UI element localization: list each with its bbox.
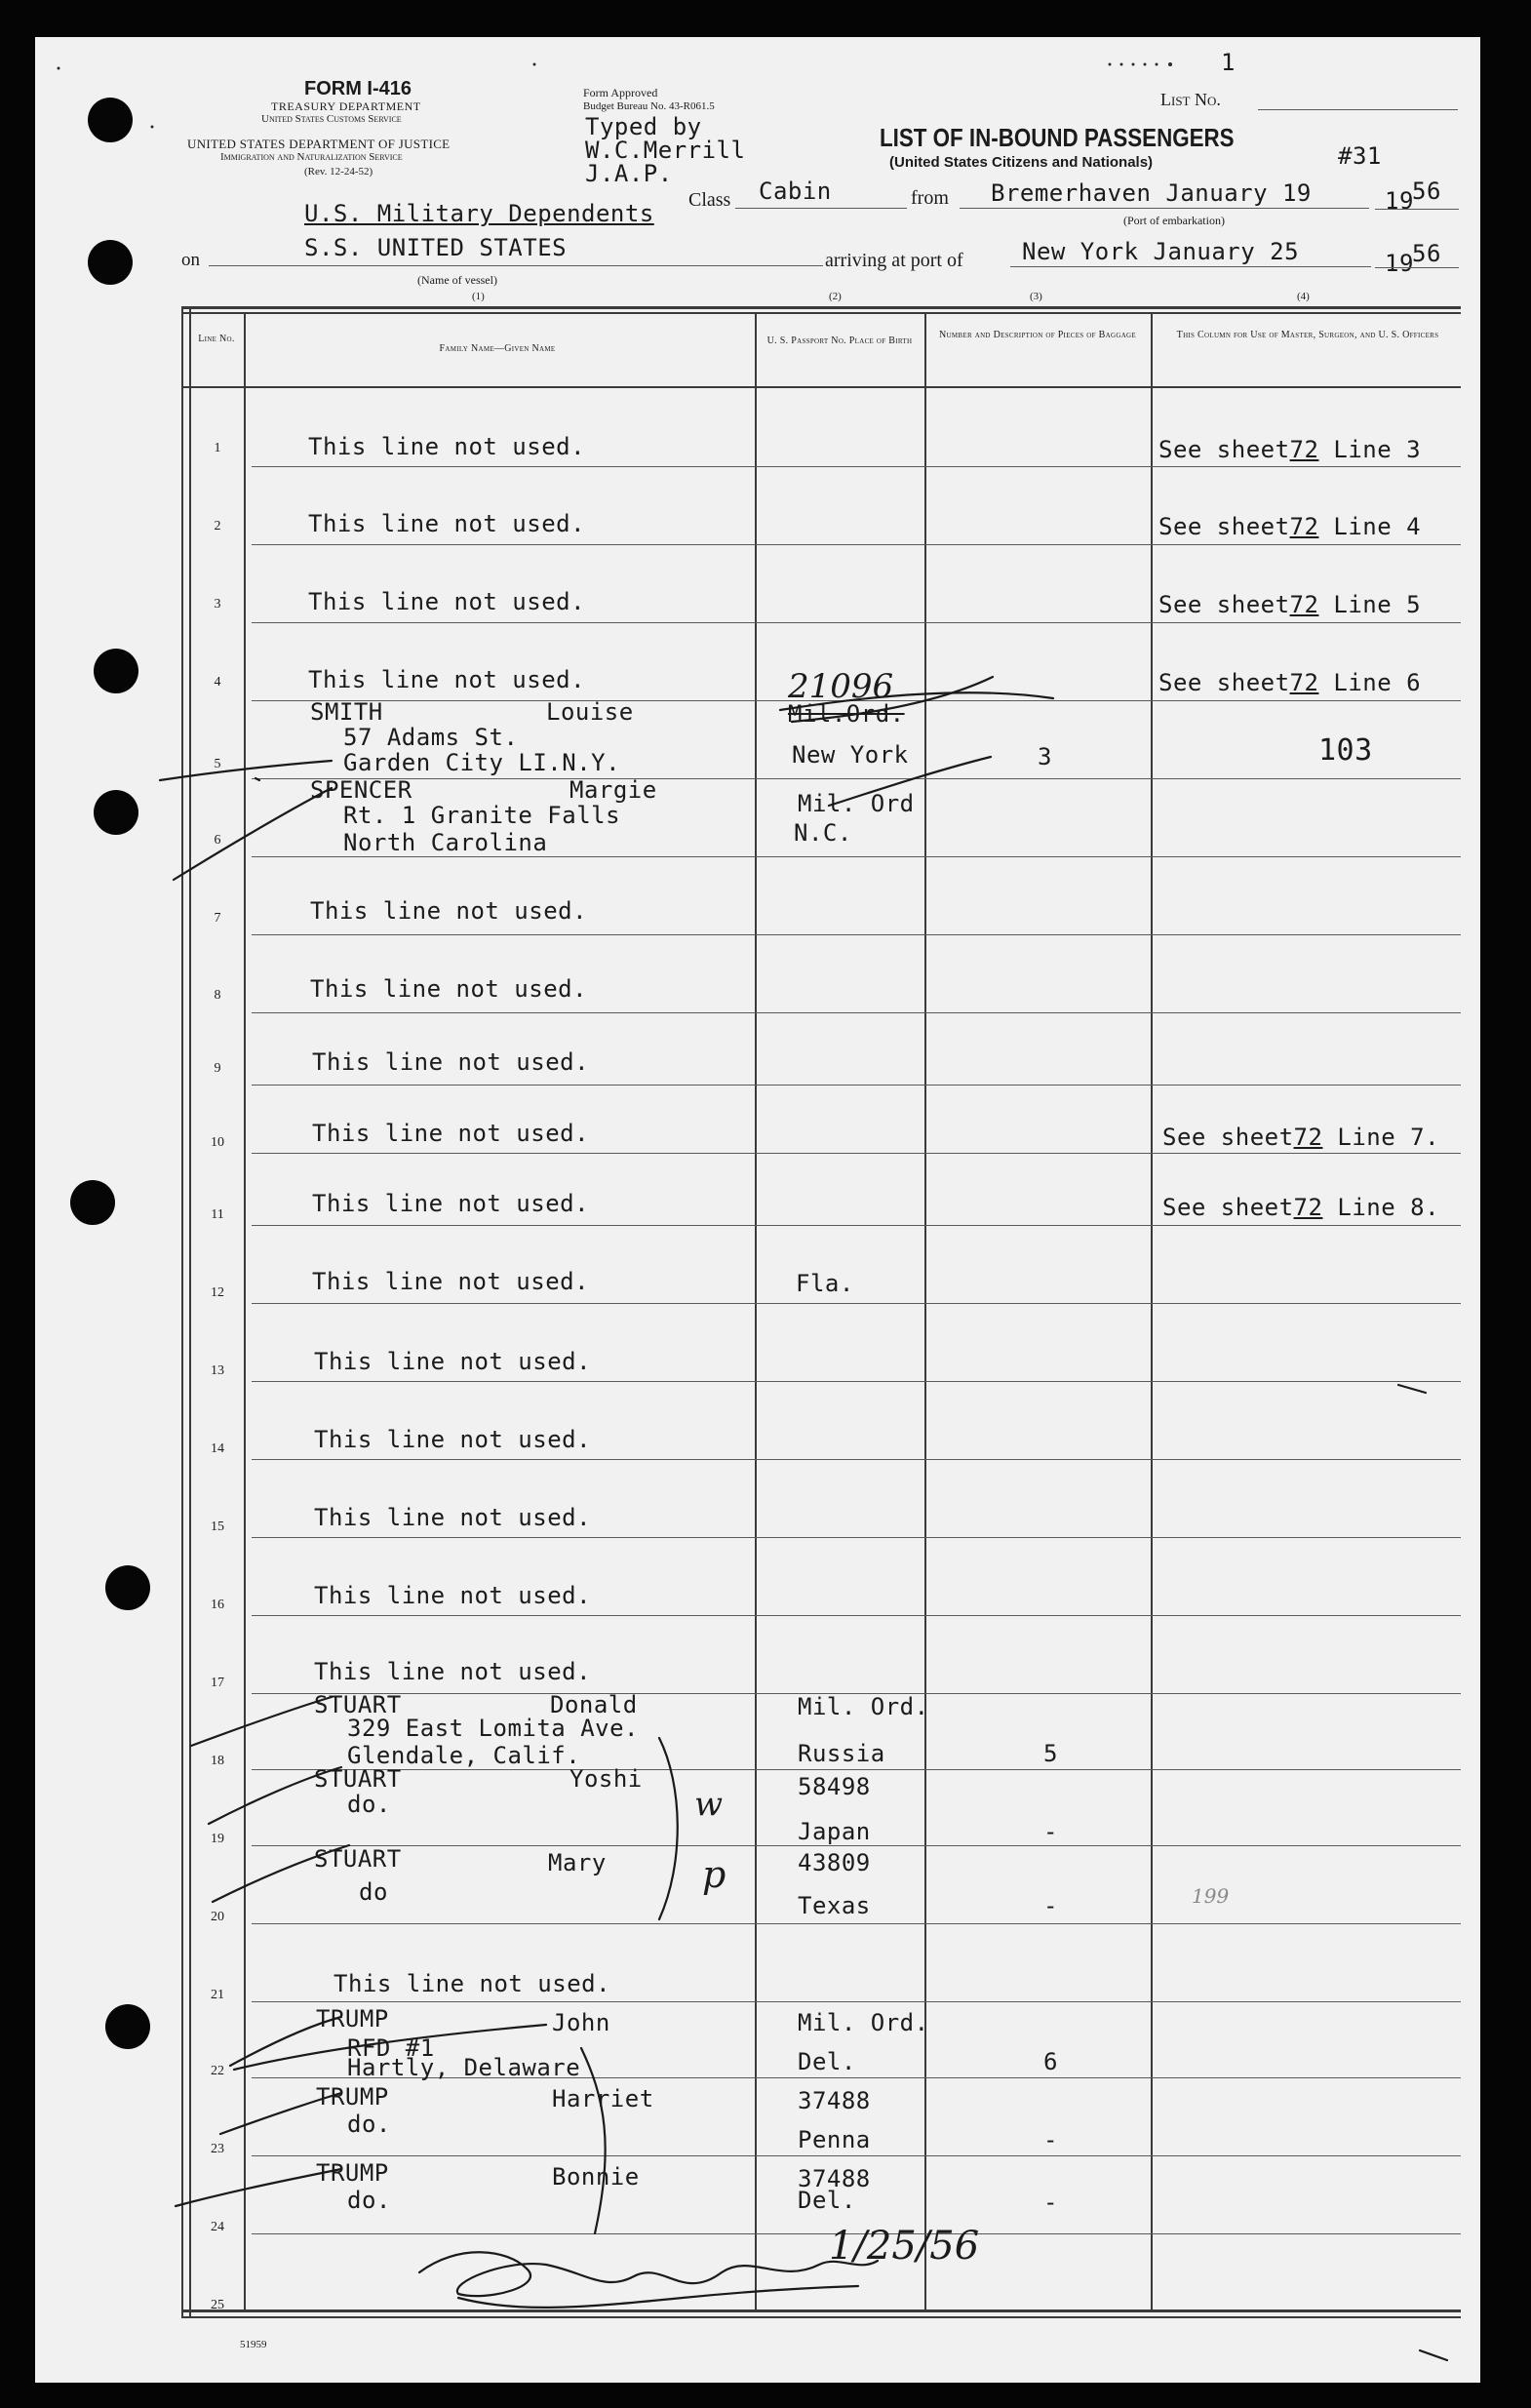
place-of-birth: Texas — [798, 1892, 871, 1919]
row-rule — [252, 1769, 1461, 1770]
line-number: 3 — [214, 597, 221, 612]
row-rule — [252, 1459, 1461, 1460]
arriving-year-prefix: 19 — [1385, 250, 1414, 277]
passenger-family-name: SPENCER — [310, 776, 412, 804]
see-sheet-ref — [1158, 513, 1421, 540]
passenger-address: North Carolina — [343, 829, 548, 856]
see-sheet-number: 72 — [1289, 436, 1319, 463]
passenger-given-name: Margie — [569, 776, 657, 804]
punch-hole — [88, 240, 133, 285]
see-sheet-line-label: Line — [1337, 1194, 1396, 1221]
row-rule — [252, 856, 1461, 857]
treasury-dept: TREASURY DEPARTMENT — [271, 99, 421, 113]
line-not-used: This line not used. — [308, 588, 586, 615]
passenger-address: 329 East Lomita Ave. — [347, 1715, 639, 1742]
passport-number: Mil. Ord. — [798, 2009, 929, 2036]
place-of-birth: New York — [792, 741, 909, 769]
line-not-used: This line not used. — [312, 1190, 590, 1217]
passenger-address: Glendale, Calif. — [347, 1742, 581, 1769]
justice-dept: UNITED STATES DEPARTMENT OF JUSTICE — [187, 137, 451, 151]
see-sheet-line: 7. — [1410, 1124, 1440, 1151]
place-of-birth: Del. — [798, 2048, 856, 2075]
col-num-1: (1) — [472, 291, 485, 302]
passenger-family-name: TRUMP — [316, 2083, 389, 2111]
line-number: 16 — [211, 1598, 224, 1612]
see-sheet-prefix: See sheet — [1158, 436, 1290, 463]
class-label: Class — [688, 189, 731, 211]
line-not-used: This line not used. — [308, 433, 586, 460]
handwritten-w: w — [694, 1785, 724, 1824]
typist-initials: J.A.P. — [585, 160, 673, 187]
line-not-used: This line not used. — [314, 1426, 592, 1453]
line-not-used: This line not used. — [310, 897, 588, 925]
place-of-birth: Russia — [798, 1740, 885, 1767]
line-not-used: This line not used. — [334, 1970, 611, 1997]
see-sheet-line: 5 — [1406, 591, 1422, 618]
see-sheet-line-label: Line — [1333, 513, 1393, 540]
from-value: Bremerhaven January 19 — [991, 179, 1312, 207]
from-year: 56 — [1412, 178, 1441, 205]
see-sheet-line: 6 — [1406, 669, 1422, 696]
see-sheet-prefix: See sheet — [1162, 1194, 1294, 1221]
baggage-count: 6 — [1043, 2048, 1058, 2075]
passenger-address: Hartly, Delaware — [347, 2054, 581, 2081]
passenger-given-name: Bonnie — [552, 2163, 640, 2191]
col-num-4: (4) — [1297, 291, 1310, 302]
passenger-given-name: Donald — [550, 1691, 638, 1718]
see-sheet-ref — [1162, 1194, 1439, 1221]
list-number: 1 — [1221, 49, 1236, 76]
officer-note: 103 — [1318, 733, 1373, 768]
line-not-used: This line not used. — [308, 666, 586, 693]
col-num-3: (3) — [1030, 291, 1042, 302]
passport-struck: Mil.Ord. — [788, 700, 905, 728]
line-number: 19 — [211, 1832, 224, 1846]
passport-number: Mil. Ord — [798, 790, 915, 817]
line-not-used: This line not used. — [308, 510, 586, 537]
place-of-birth: Japan — [798, 1818, 871, 1845]
see-sheet-line: 4 — [1406, 513, 1422, 540]
line-not-used: This line not used. — [314, 1504, 592, 1531]
form-code: 51959 — [240, 2339, 267, 2350]
passenger-given-name: Louise — [546, 698, 634, 726]
line-number: 12 — [211, 1285, 224, 1300]
col-head-line-no: Line No. — [198, 334, 235, 344]
passenger-address: RFD #1 — [347, 2034, 435, 2062]
passport-number: Mil. Ord. — [798, 1693, 929, 1720]
passenger-given-name: Yoshi — [569, 1765, 643, 1793]
line-number: 7 — [214, 911, 221, 926]
col-num-2: (2) — [829, 291, 842, 302]
row-rule — [252, 1303, 1461, 1304]
punch-hole — [105, 1565, 150, 1610]
row-rule — [252, 544, 1461, 545]
baggage-count: - — [1043, 2126, 1058, 2153]
see-sheet-number: 72 — [1293, 1194, 1323, 1221]
typed-by: Typed by — [585, 113, 702, 140]
row-rule — [252, 1085, 1461, 1086]
line-number: 20 — [211, 1910, 224, 1924]
row-rule — [252, 1845, 1461, 1846]
passenger-family-name: STUART — [314, 1845, 402, 1873]
col-head-passport: U. S. Passport No. Place of Birth — [766, 336, 913, 346]
passenger-family-name: TRUMP — [316, 2159, 389, 2187]
handwritten-p: p — [702, 1853, 726, 1896]
line-not-used: This line not used. — [312, 1268, 590, 1295]
line-number: 8 — [214, 988, 221, 1003]
row-rule — [252, 1381, 1461, 1382]
manifest-subtitle: (United States Citizens and Nationals) — [889, 154, 1154, 171]
row-rule — [252, 1012, 1461, 1013]
line-not-used: This line not used. — [310, 975, 588, 1003]
line-not-used: This line not used. — [314, 1582, 592, 1609]
line-number: 22 — [211, 2064, 224, 2078]
passenger-given-name: Mary — [548, 1849, 607, 1876]
list-no-label: List No. — [1160, 90, 1221, 109]
typist-name: W.C.Merrill — [585, 137, 746, 164]
line-number: 4 — [214, 675, 221, 690]
line-number: 25 — [211, 2298, 224, 2312]
vessel-label: (Name of vessel) — [417, 273, 497, 287]
officer-note: 199 — [1192, 1884, 1230, 1908]
see-sheet-line: 8. — [1410, 1194, 1440, 1221]
arriving-value: New York January 25 — [1022, 238, 1300, 265]
see-sheet-prefix: See sheet — [1158, 513, 1290, 540]
see-sheet-ref — [1162, 1124, 1439, 1151]
row-rule — [252, 1153, 1461, 1154]
see-sheet-line-label: Line — [1333, 669, 1393, 696]
row-rule — [252, 934, 1461, 935]
punch-hole — [88, 98, 133, 142]
see-sheet-prefix: See sheet — [1162, 1124, 1294, 1151]
see-sheet-number: 72 — [1289, 669, 1319, 696]
passport-number: 21096 — [788, 667, 894, 706]
col-head-baggage: Number and Description of Pieces of Baggage — [939, 330, 1136, 340]
passport-number: 37488 — [798, 2165, 871, 2192]
passenger-address: Rt. 1 Granite Falls — [343, 802, 621, 829]
passenger-given-name: Harriet — [552, 2085, 654, 2112]
line-not-used: This line not used. — [312, 1120, 590, 1147]
col-head-name: Family Name—Given Name — [439, 343, 556, 354]
form-approved: Form Approved — [583, 86, 658, 99]
line-number: 9 — [214, 1061, 221, 1076]
line-number: 17 — [211, 1676, 224, 1690]
see-sheet-prefix: See sheet — [1158, 591, 1290, 618]
passenger-address: Garden City LI.N.Y. — [343, 749, 621, 776]
line-not-used: This line not used. — [314, 1658, 592, 1685]
place-of-birth: Fla. — [796, 1270, 854, 1297]
row-rule — [252, 1225, 1461, 1226]
see-sheet-line-label: Line — [1333, 436, 1393, 463]
line-not-used: This line not used. — [312, 1048, 590, 1076]
passenger-address: do. — [347, 2187, 391, 2214]
signature-date: 1/25/56 — [829, 2224, 980, 2269]
passenger-family-name: TRUMP — [316, 2005, 389, 2033]
line-number: 21 — [211, 1988, 224, 2002]
baggage-count: - — [1043, 1818, 1058, 1845]
from-label: from — [911, 187, 949, 209]
punch-hole — [94, 790, 138, 835]
customs-service: United States Customs Service — [261, 113, 402, 125]
row-rule — [252, 622, 1461, 623]
see-sheet-ref — [1158, 436, 1421, 463]
line-number: 18 — [211, 1754, 224, 1768]
punch-hole — [105, 2004, 150, 2049]
see-sheet-number: 72 — [1289, 513, 1319, 540]
line-number: 24 — [211, 2220, 224, 2234]
passenger-family-name: STUART — [314, 1765, 402, 1793]
line-number: 5 — [214, 757, 221, 771]
row-rule — [252, 1537, 1461, 1538]
line-number: 13 — [211, 1363, 224, 1378]
passport-number: 37488 — [798, 2087, 871, 2114]
passport-number: 43809 — [798, 1849, 871, 1876]
vessel-name: S.S. UNITED STATES — [304, 234, 568, 261]
place-of-birth: N.C. — [794, 819, 852, 847]
revision: (Rev. 12-24-52) — [304, 166, 373, 178]
see-sheet-ref — [1158, 669, 1421, 696]
line-number: 23 — [211, 2142, 224, 2156]
row-rule — [252, 778, 1461, 779]
passenger-address: 57 Adams St. — [343, 724, 519, 751]
budget-bureau: Budget Bureau No. 43-R061.5 — [583, 100, 715, 112]
see-sheet-line: 3 — [1406, 436, 1422, 463]
baggage-count: - — [1043, 2189, 1058, 2216]
col-head-officers: This Column for Use of Master, Surgeon, and U. S. Officers — [1176, 330, 1439, 340]
row-rule — [252, 2001, 1461, 2002]
passenger-family-name: STUART — [314, 1691, 402, 1718]
line-number: 2 — [214, 519, 221, 533]
line-not-used: This line not used. — [314, 1348, 592, 1375]
place-of-birth: Del. — [798, 2187, 856, 2214]
line-number: 10 — [211, 1135, 224, 1150]
manifest-title: LIST OF IN-BOUND PASSENGERS — [880, 123, 1235, 152]
row-rule — [252, 466, 1461, 467]
reference-number: #31 — [1338, 142, 1382, 170]
line-number: 1 — [214, 441, 221, 455]
passenger-address: do. — [347, 2111, 391, 2138]
baggage-count: 5 — [1043, 1740, 1058, 1767]
place-of-birth: Penna — [798, 2126, 871, 2153]
arriving-year: 56 — [1412, 240, 1441, 267]
line-number: 11 — [211, 1207, 224, 1222]
port-embarkation-label: (Port of embarkation) — [1123, 214, 1225, 227]
punch-hole — [94, 649, 138, 693]
line-number: 6 — [214, 833, 221, 848]
punch-hole — [70, 1180, 115, 1225]
see-sheet-ref — [1158, 591, 1421, 618]
row-rule — [252, 1923, 1461, 1924]
passenger-family-name: SMITH — [310, 698, 383, 726]
arriving-label: arriving at port of — [825, 250, 963, 271]
see-sheet-line-label: Line — [1333, 591, 1393, 618]
line-number: 14 — [211, 1441, 224, 1456]
passport-number: 58498 — [798, 1773, 871, 1800]
see-sheet-number: 72 — [1289, 591, 1319, 618]
class-value: Cabin — [759, 178, 832, 205]
passenger-given-name: John — [552, 2009, 610, 2036]
see-sheet-number: 72 — [1293, 1124, 1323, 1151]
group-name: U.S. Military Dependents — [304, 200, 654, 227]
line-number: 15 — [211, 1520, 224, 1534]
baggage-count: 3 — [1038, 743, 1052, 770]
passenger-address: do. — [347, 1791, 391, 1818]
baggage-count: - — [1043, 1892, 1058, 1919]
on-label: on — [181, 250, 200, 270]
passenger-address: do — [359, 1878, 388, 1906]
form-number: FORM I-416 — [304, 78, 412, 99]
see-sheet-line-label: Line — [1337, 1124, 1396, 1151]
row-rule — [252, 1615, 1461, 1616]
see-sheet-prefix: See sheet — [1158, 669, 1290, 696]
from-year-prefix: 19 — [1385, 187, 1414, 215]
row-rule — [252, 2155, 1461, 2156]
ins-service: Immigration and Naturalization Service — [220, 151, 403, 163]
